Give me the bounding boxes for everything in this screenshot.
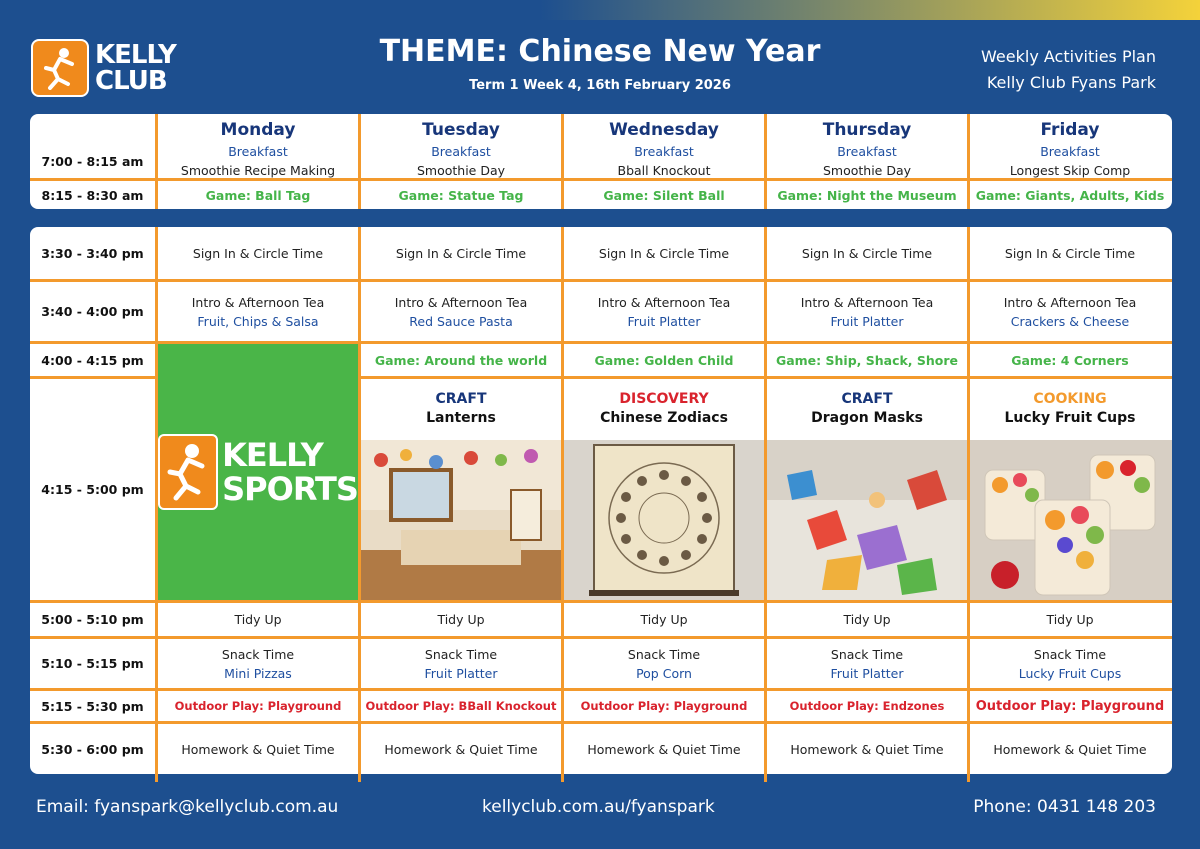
outdoor-monday: Outdoor Play: Playground (174, 698, 342, 713)
homework-tuesday: Homework & Quiet Time (384, 741, 538, 757)
breakfast-label: Breakfast (837, 144, 897, 159)
breakfast-item: Smoothie Recipe Making (180, 163, 336, 178)
tea-item: Fruit Platter (830, 313, 904, 329)
breakfast-label: Breakfast (1040, 144, 1100, 159)
tea-label: Intro & Afternoon Tea (1003, 294, 1137, 310)
outdoor-tuesday: Outdoor Play: BBall Knockout (365, 698, 557, 713)
tidy-monday: Tidy Up (234, 612, 282, 627)
time-homework: 5:30 - 6:00 pm (41, 741, 144, 757)
snack-item: Fruit Platter (830, 665, 904, 681)
tea-item: Fruit Platter (627, 313, 701, 329)
time-outdoor: 5:15 - 5:30 pm (41, 698, 144, 714)
snack-label: Snack Time (1033, 646, 1107, 662)
outdoor-thursday: Outdoor Play: Endzones (789, 698, 945, 713)
tea-label: Intro & Afternoon Tea (394, 294, 528, 310)
sign-in-tuesday: Sign In & Circle Time (395, 245, 527, 261)
activity-category: CRAFT (435, 391, 487, 407)
kelly-sports-block (158, 344, 358, 600)
tidy-wednesday: Tidy Up (640, 612, 688, 627)
sign-in-friday: Sign In & Circle Time (1004, 245, 1136, 261)
sign-in-thursday: Sign In & Circle Time (801, 245, 933, 261)
snack-item: Fruit Platter (424, 665, 498, 681)
activity-category: CRAFT (841, 391, 893, 407)
afternoon-game-friday: Game: 4 Corners (1011, 352, 1129, 368)
sign-in-monday: Sign In & Circle Time (192, 245, 324, 261)
activity-category: DISCOVERY (619, 391, 709, 407)
page-subtitle: Term 1 Week 4, 16th February 2026 (469, 78, 731, 93)
kelly-club-logo (31, 38, 186, 98)
tea-label: Intro & Afternoon Tea (800, 294, 934, 310)
breakfast-cell-wednesday (564, 142, 764, 180)
time-tidy-up: 5:00 - 5:10 pm (41, 612, 144, 627)
breakfast-cell-monday (158, 142, 358, 180)
tea-thursday (767, 282, 967, 341)
page-title: THEME: Chinese New Year (379, 34, 821, 69)
afternoon-schedule-panel (30, 227, 1172, 774)
snack-tuesday (361, 639, 561, 688)
day-header-tuesday: Tuesday (422, 119, 500, 140)
outdoor-wednesday: Outdoor Play: Playground (580, 698, 748, 713)
morning-game-friday: Game: Giants, Adults, Kids (975, 187, 1165, 203)
tidy-tuesday: Tidy Up (437, 612, 485, 627)
kelly-sports-text-2: SPORTS (222, 470, 358, 508)
activity-name: Lanterns (426, 410, 496, 426)
plan-line-2: Kelly Club Fyans Park (986, 73, 1156, 92)
snack-monday (158, 639, 358, 688)
time-sign-in: 3:30 - 3:40 pm (41, 245, 144, 261)
breakfast-item: Smoothie Day (416, 163, 506, 178)
tea-label: Intro & Afternoon Tea (597, 294, 731, 310)
tea-tuesday (361, 282, 561, 341)
activity-category: COOKING (1033, 391, 1107, 407)
footer-email[interactable]: Email: fyanspark@kellyclub.com.au (36, 797, 339, 817)
morning-game-wednesday: Game: Silent Ball (603, 187, 725, 203)
tea-label: Intro & Afternoon Tea (191, 294, 325, 310)
activity-name: Lucky Fruit Cups (1004, 410, 1136, 426)
breakfast-item: Smoothie Day (822, 163, 912, 178)
tea-item: Crackers & Cheese (1010, 313, 1130, 329)
time-morning-game: 8:15 - 8:30 am (41, 187, 144, 203)
plan-line-1: Weekly Activities Plan (981, 47, 1156, 66)
time-afternoon-tea: 3:40 - 4:00 pm (41, 304, 144, 319)
activity-name: Chinese Zodiacs (600, 410, 728, 426)
lucky-fruit-cups-photo (970, 440, 1172, 600)
tea-monday (158, 282, 358, 341)
activity-header-friday (970, 379, 1170, 439)
snack-friday (970, 639, 1170, 688)
snack-thursday (767, 639, 967, 688)
homework-thursday: Homework & Quiet Time (790, 741, 944, 757)
afternoon-game-wednesday: Game: Golden Child (594, 352, 734, 368)
chinese-zodiacs-photo (564, 440, 764, 600)
kid-figure-icon (31, 39, 89, 97)
logo-text-club: CLUB (95, 66, 167, 96)
breakfast-cell-thursday (767, 142, 967, 180)
day-header-thursday: Thursday (822, 119, 912, 140)
tea-wednesday (564, 282, 764, 341)
snack-label: Snack Time (627, 646, 701, 662)
breakfast-item: Longest Skip Comp (1009, 163, 1131, 178)
tea-friday (970, 282, 1170, 341)
plan-info (981, 44, 1156, 96)
day-header-wednesday: Wednesday (609, 119, 719, 140)
activity-header-wednesday (564, 379, 764, 439)
morning-schedule-panel (30, 114, 1172, 209)
tidy-thursday: Tidy Up (843, 612, 891, 627)
morning-game-monday: Game: Ball Tag (205, 187, 311, 203)
snack-label: Snack Time (221, 646, 295, 662)
afternoon-game-tuesday: Game: Around the world (374, 352, 548, 368)
breakfast-cell-tuesday (361, 142, 561, 180)
activity-header-thursday (767, 379, 967, 439)
snack-label: Snack Time (424, 646, 498, 662)
day-header-monday: Monday (220, 119, 296, 140)
breakfast-label: Breakfast (228, 144, 288, 159)
tea-item: Red Sauce Pasta (409, 313, 513, 329)
kelly-sports-kid-icon (158, 434, 218, 510)
breakfast-item: Bball Knockout (617, 163, 711, 178)
tidy-friday: Tidy Up (1046, 612, 1094, 627)
homework-monday: Homework & Quiet Time (181, 741, 335, 757)
activity-header-tuesday (361, 379, 561, 439)
outdoor-friday: Outdoor Play: Playground (975, 698, 1165, 714)
breakfast-cell-friday (970, 142, 1170, 180)
top-accent-stripe (0, 0, 1200, 20)
sign-in-wednesday: Sign In & Circle Time (598, 245, 730, 261)
time-activity: 4:15 - 5:00 pm (41, 482, 144, 497)
dragon-masks-photo (767, 440, 967, 600)
footer-website[interactable]: kellyclub.com.au/fyanspark (482, 797, 715, 817)
time-breakfast: 7:00 - 8:15 am (41, 153, 144, 169)
morning-game-thursday: Game: Night the Museum (777, 187, 957, 203)
lanterns-photo (361, 440, 561, 600)
kelly-sports-text-1: KELLY (222, 436, 323, 474)
tea-item: Fruit, Chips & Salsa (197, 313, 319, 329)
footer-phone[interactable]: Phone: 0431 148 203 (973, 797, 1156, 817)
logo-text-kelly: KELLY (95, 40, 176, 70)
snack-item: Mini Pizzas (224, 665, 292, 681)
breakfast-label: Breakfast (431, 144, 491, 159)
time-afternoon-game: 4:00 - 4:15 pm (41, 352, 144, 368)
snack-label: Snack Time (830, 646, 904, 662)
snack-item: Pop Corn (636, 665, 692, 681)
day-header-friday: Friday (1040, 119, 1100, 140)
morning-game-tuesday: Game: Statue Tag (398, 187, 524, 203)
afternoon-game-thursday: Game: Ship, Shack, Shore (775, 352, 959, 368)
homework-friday: Homework & Quiet Time (993, 741, 1147, 757)
time-snack: 5:10 - 5:15 pm (41, 656, 144, 671)
homework-wednesday: Homework & Quiet Time (587, 741, 741, 757)
snack-item: Lucky Fruit Cups (1018, 665, 1122, 681)
breakfast-label: Breakfast (634, 144, 694, 159)
activity-name: Dragon Masks (811, 410, 923, 426)
snack-wednesday (564, 639, 764, 688)
